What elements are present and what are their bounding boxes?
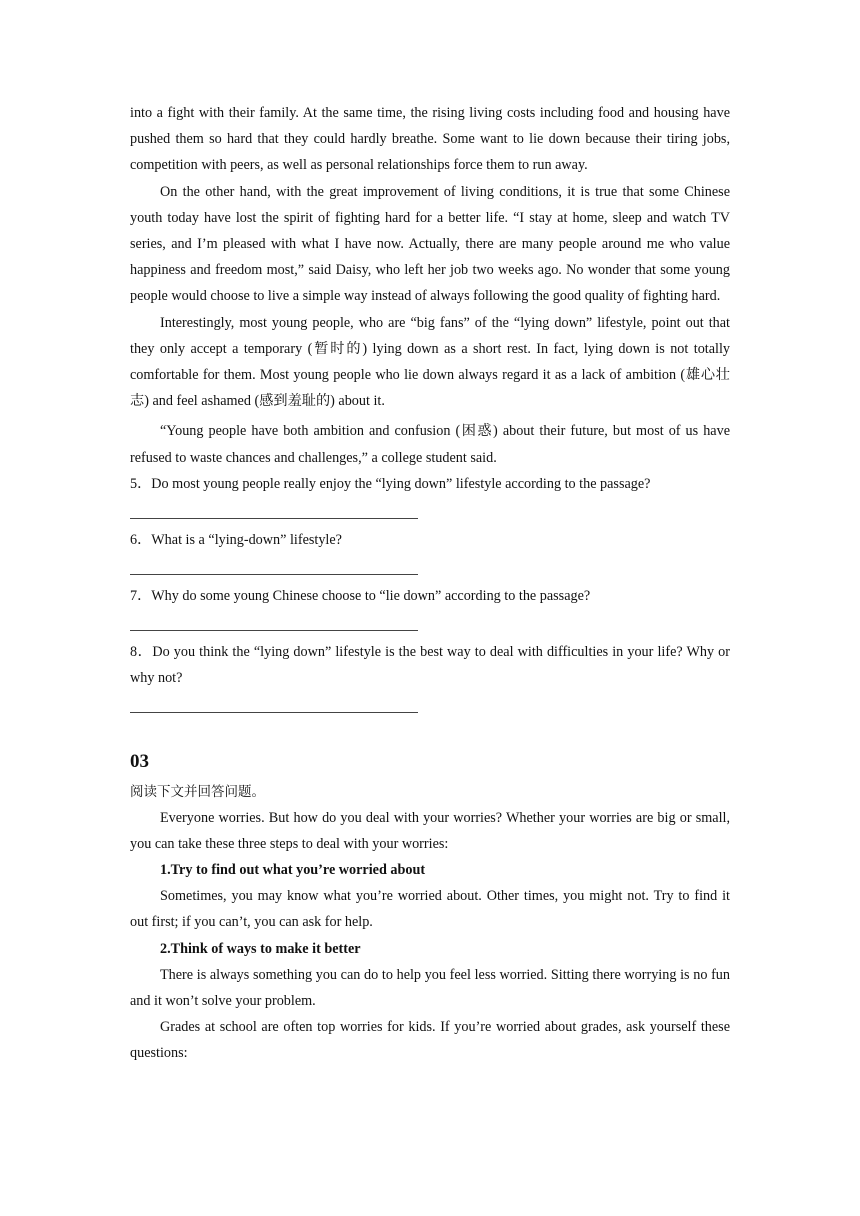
step1-text: Sometimes, you may know what you’re worried about. Other times, you might not. Try to find it out first; if you can’t, you can ask for help.	[130, 888, 730, 931]
passage-paragraph: On the other hand, with the great improvement of living conditions, it is true that some Chinese youth today have lost the spirit of fighting hard for a better life. “I stay at home, sleep and watch TV series, and I’m pleased with what I have now. Actually, there are many people around me who value happiness and freedom most,” said Daisy, who left her job two weeks ago. No wonder that some young people would choose to live a simple way instead of always following the good quality of fighting hard.	[130, 183, 730, 305]
answer-line-7[interactable]	[130, 609, 730, 639]
step2-heading: 2.Think of ways to make it better	[160, 940, 361, 957]
passage-paragraph: Interestingly, most young people, who are “big fans” of the “lying down” lifestyle, point out that they only accept a temporary (暂时的) lying down as a short rest. In fact, lying down is not totally comfortable for them. Most young people who lie down always regard it as a lack of ambition (雄心壮志) and feel ashamed (感到羞耻的) about it.	[130, 314, 730, 410]
answer-line-5[interactable]	[130, 497, 730, 527]
step1-heading: 1.Try to find out what you’re worried about	[160, 862, 426, 879]
section-number: 03	[130, 750, 149, 772]
question-5: 5．Do most young people really enjoy the “lying down” lifestyle according to the passage?	[130, 475, 651, 492]
question-8: 8．Do you think the “lying down” lifestyle is the best way to deal with difficulties in your life? Why or why not?	[130, 643, 730, 686]
answer-line-8[interactable]	[130, 691, 730, 721]
question-6: 6．What is a “lying-down” lifestyle?	[130, 531, 342, 548]
answer-line-6[interactable]	[130, 553, 730, 583]
document-page	[130, 100, 730, 1066]
question-7: 7．Why do some young Chinese choose to “lie down” according to the passage?	[130, 587, 591, 604]
passage-paragraph: “Young people have both ambition and confusion (困惑) about their future, but most of us have refused to waste chances and challenges,” a college student said.	[130, 423, 730, 466]
section-instruction: 阅读下文并回答问题。	[130, 783, 265, 800]
step2-text: There is always something you can do to help you feel less worried. Sitting there worrying is no fun and it won’t solve your problem.	[130, 966, 730, 1009]
grades-text: Grades at school are often top worries for kids. If you’re worried about grades, ask yourself these questions:	[130, 1019, 730, 1062]
section-intro: Everyone worries. But how do you deal with your worries? Whether your worries are big or small, you can take these three steps to deal with your worries:	[130, 809, 730, 853]
passage-paragraph: into a fight with their family. At the same time, the rising living costs including food and housing have pushed them so hard that they could hardly breathe. Some want to lie down because their tiring jobs, competition with peers, as well as personal relationships force them to run away.	[130, 105, 730, 174]
